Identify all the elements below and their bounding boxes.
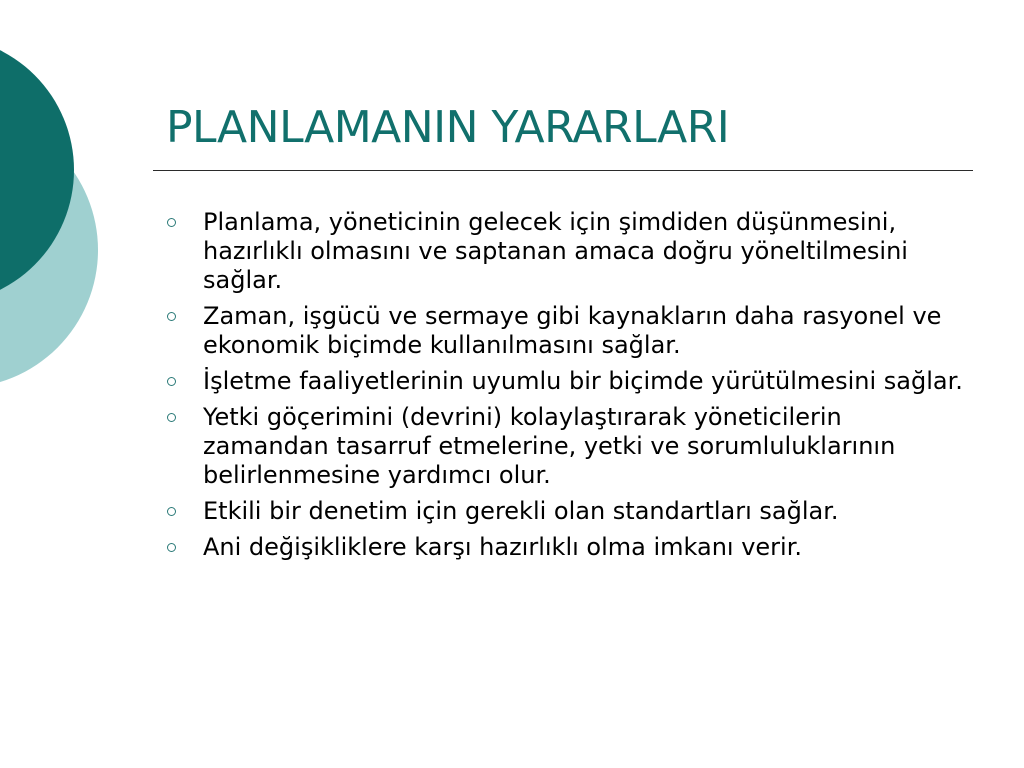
decorative-circles	[0, 0, 110, 410]
title-divider	[153, 170, 973, 171]
bullet-circle-icon	[167, 377, 176, 386]
bullet-item	[164, 208, 964, 295]
slide-title: PLANLAMANIN YARARLARI	[166, 102, 730, 153]
bullet-circle-icon	[167, 507, 176, 516]
bullet-item	[164, 403, 964, 490]
bullet-circle-icon	[167, 312, 176, 321]
bullet-circle-icon	[167, 413, 176, 422]
bullet-text: Ani değişikliklere karşı hazırlıklı olma imkanı verir.	[203, 533, 803, 561]
bullet-circle-icon	[167, 543, 176, 552]
bullet-item	[164, 533, 964, 562]
bullet-item	[164, 497, 964, 526]
bullet-list	[164, 208, 964, 569]
bullet-item	[164, 302, 964, 360]
bullet-item	[164, 367, 964, 396]
bullet-text: İşletme faaliyetlerinin uyumlu bir biçimde yürütülmesini sağlar.	[203, 367, 963, 395]
bullet-text: Yetki göçerimini (devrini) kolaylaştırarak yöneticilerin zamandan tasarruf etmelerine, yetki ve sorumluluklarının belirlenmesine yardımcı olur.	[203, 403, 896, 489]
bullet-text: Etkili bir denetim için gerekli olan standartları sağlar.	[203, 497, 839, 525]
bullet-text: Zaman, işgücü ve sermaye gibi kaynakların daha rasyonel ve ekonomik biçimde kullanılmasını sağlar.	[203, 302, 942, 359]
bullet-text: Planlama, yöneticinin gelecek için şimdiden düşünmesini, hazırlıklı olmasını ve saptanan amaca doğru yöneltilmesini sağlar.	[203, 208, 908, 294]
bullet-circle-icon	[167, 218, 176, 227]
